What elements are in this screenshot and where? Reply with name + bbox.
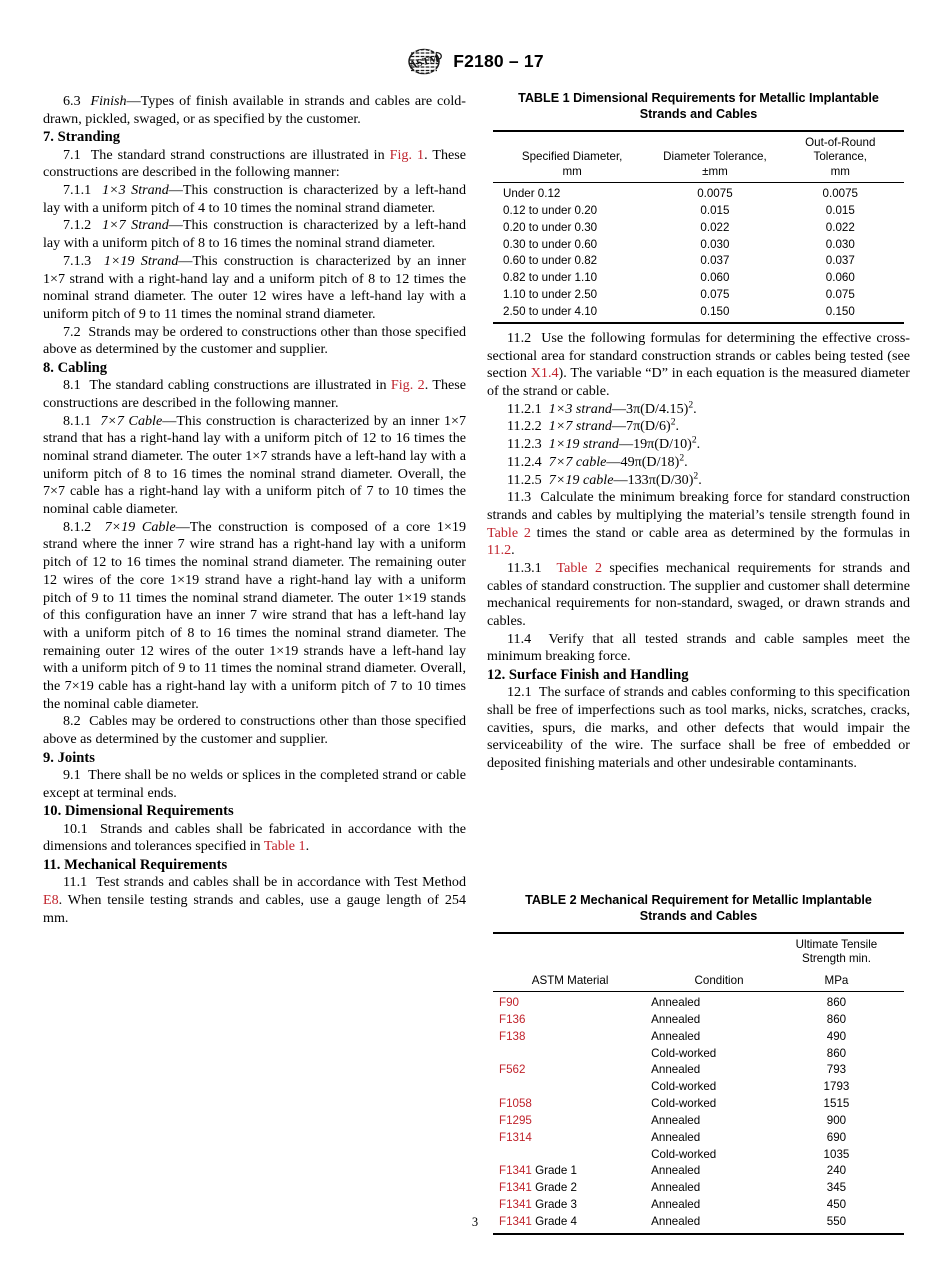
table-1-col1-line1: Diameter Tolerance, (663, 150, 767, 164)
table-row (493, 1061, 904, 1078)
paragraph-8-2 (43, 713, 466, 748)
link-test-method-e8[interactable]: E8 (43, 892, 59, 909)
link-astm-material[interactable]: F1058 (499, 1097, 532, 1111)
link-astm-material[interactable]: F562 (499, 1063, 526, 1077)
table-cell-condition: Annealed (651, 1029, 701, 1043)
table-1-col1-line2: ±mm (702, 164, 728, 178)
table-1-col0-line2: mm (562, 164, 582, 178)
formula-expression: —49π(D/18) (606, 453, 680, 470)
table-row (493, 1129, 904, 1146)
table-cell: 0.20 to under 0.30 (503, 220, 598, 234)
paragraph-11-4 (487, 631, 910, 666)
table-2-block (487, 893, 910, 1235)
clause-body-8-1-a: The standard cabling constructions are illustrated in (89, 377, 391, 394)
link-astm-material[interactable]: F1341 (499, 1164, 532, 1178)
section-heading-9: 9. Joints (43, 749, 95, 766)
formula-term: 1×3 strand (548, 400, 612, 417)
clause-body-8-1-2: —The construction is composed of a core 1×19 strand where the inner 7 wire strand has a right-hand lay with a uniform pitch of 12 to 16 times the nominal strand diameter. The remaining outer 12 wires of the core 1×19 strand have a right-hand lay with a uniform pitch of 9 to 11 times the nominal strand diameter. The outer 1×19 stands of this configuration have an inner 7 wire strand that has a left-hand lay with a uniform pitch of 8 to 16 times the nominal strand diameter. The remaining outer 12 wires of the outer 1×19 strands have a left-hand lay with a uniform pitch of 9 to 11 times the nominal strand diameter. Overall, the 7×19 cable has a right-hand lay with a uniform pitch of 7 to 10 times the nominal cable diameter. (43, 518, 466, 712)
table-1-wrapper (493, 91, 904, 324)
table-row (493, 1146, 904, 1163)
paragraph-7-1-1 (43, 182, 466, 217)
table-row (493, 1196, 904, 1213)
table-2-col2-line2: Strength min. (801, 952, 871, 966)
section-heading-8: 8. Cabling (43, 359, 108, 376)
table-cell-condition: Annealed (651, 1130, 701, 1144)
clause-number-10-1: 10.1 (63, 820, 88, 837)
clause-number-11-4: 11.4 (507, 630, 532, 647)
link-x1-4[interactable]: X1.4 (530, 365, 559, 382)
table-cell: 2.50 to under 4.10 (503, 304, 598, 318)
table-cell: 0.075 (700, 288, 730, 302)
link-fig-1[interactable]: Fig. 1 (389, 146, 425, 163)
clause-body-7-1-a: The standard strand constructions are illustrated in (90, 146, 390, 163)
clause-number-7-1-2: 7.1.2 (63, 217, 92, 234)
formula-clause-number: 11.2.2 (507, 418, 542, 435)
formula-term: 7×7 cable (548, 453, 607, 470)
table-cell: 0.037 (700, 254, 730, 268)
clause-body-12-1: The surface of strands and cables conforming to this specification shall be free of imperfections such as tool marks, nicks, scratches, cracks, cavities, spurs, die marks, and other defects that would impair the serviceability of the wire. The surface shall be free of embedded or deposited finishing materials and other undesirable contaminants. (487, 684, 911, 772)
clause-body-7-1-2: —This construction is characterized by a left-hand lay with a uniform pitch of 8 to 16 times the nominal strand diameter. (43, 217, 467, 252)
table-cell-condition: Cold-worked (651, 1046, 717, 1060)
formula-terminator: . (684, 453, 688, 470)
paragraph-12-1 (487, 684, 910, 772)
table-1 (493, 130, 904, 323)
clause-number-11-3: 11.3 (507, 489, 532, 506)
table-cell-condition: Cold-worked (651, 1147, 717, 1161)
table-cell-condition: Annealed (651, 1063, 701, 1077)
table-cell-condition: Annealed (651, 1113, 701, 1127)
table-2-head (493, 933, 904, 991)
clause-body-8-1-b: . These constructions are described in the following manner. (43, 377, 466, 411)
table-cell: 0.150 (700, 304, 730, 318)
table-cell-material (493, 1146, 649, 1163)
paragraph-10-1 (43, 821, 466, 856)
table-2-col-header-astm-material (493, 933, 649, 991)
formula-clause-number: 11.2.1 (507, 400, 542, 417)
clause-body-11-3-c: . (511, 542, 515, 559)
table-cell-uts: 1035 (823, 1147, 850, 1161)
table-row (493, 1112, 904, 1129)
clause-body-11-2-a: Use the following formulas for determining the effective cross-sectional area for standard construction strands or cables being tested (see section (487, 330, 910, 382)
table-cell-uts: 345 (826, 1181, 847, 1195)
table-1-col-header-out-of-round-tolerance (777, 131, 904, 182)
table-cell-uts: 1793 (823, 1080, 850, 1094)
link-table-2-a[interactable]: Table 2 (487, 524, 531, 541)
formula-terminator: . (696, 436, 701, 453)
clause-number-11-1: 11.1 (63, 874, 88, 891)
clause-number-12-1: 12.1 (507, 684, 532, 701)
material-grade-label: Grade 3 (531, 1198, 577, 1212)
clause-body-10-1-a: Strands and cables shall be fabricated in accordance with the dimensions and tolerances specified in (43, 820, 466, 855)
clause-number-11-2: 11.2 (507, 330, 532, 346)
table-cell-material (493, 1011, 649, 1028)
link-astm-material[interactable]: F136 (499, 1012, 526, 1026)
table-row (493, 252, 904, 269)
table-cell: Under 0.12 (493, 182, 653, 202)
formula-terminator: . (698, 471, 702, 488)
table-2-col1-line1: Condition (694, 973, 744, 987)
table-2-col-header-ultimate-tensile-strength (789, 933, 904, 991)
section-heading-12: 12. Surface Finish and Handling (487, 667, 689, 684)
table-cell-material (493, 991, 649, 1011)
formula-terminator: . (675, 418, 680, 435)
formula-line (487, 436, 910, 454)
clause-body-6-3: —Types of finish available in strands and cables are cold-drawn, pickled, swaged, or as specified by the customer. (43, 93, 466, 127)
table-cell: 0.0075 (653, 182, 776, 202)
section-heading-10: 10. Dimensional Requirements (43, 803, 234, 820)
clause-term-6-3: Finish (90, 93, 127, 109)
table-cell-material (493, 1129, 649, 1146)
clause-body-11-3-b: times the stand or cable area as determined by the formulas in (530, 524, 910, 541)
clause-term-7-1-3: 1×19 Strand (103, 252, 179, 269)
table-1-header-row (493, 131, 904, 182)
paragraph-7-1-2 (43, 217, 466, 252)
table-1-block (487, 91, 910, 324)
formula-term: 7×19 cable (548, 471, 614, 488)
clause-number-11-3-1: 11.3.1 (507, 559, 542, 576)
table-cell-uts: 690 (826, 1130, 847, 1144)
clause-number-7-1: 7.1 (63, 146, 81, 163)
formula-expression: —133π(D/30) (613, 471, 694, 488)
clause-number-8-1-2: 8.1.2 (63, 518, 92, 535)
table-cell-condition: Annealed (651, 1214, 701, 1228)
link-astm-material[interactable]: F1341 (499, 1181, 532, 1195)
section-heading-7: 7. Stranding (43, 129, 121, 146)
formula-clause-number: 11.2.5 (507, 471, 542, 488)
table-1-col-header-diameter-tolerance (653, 131, 776, 182)
table-cell-condition: Annealed (651, 1181, 701, 1195)
link-table-2-b[interactable]: Table 2 (556, 559, 602, 576)
clause-term-7-1-2: 1×7 Strand (102, 217, 169, 234)
paragraph-11-3 (487, 489, 910, 560)
table-cell-material (493, 1061, 649, 1078)
table-cell-material (493, 1196, 649, 1213)
table-2-col0-line1: ASTM Material (531, 973, 609, 987)
clause-number-8-2: 8.2 (63, 713, 81, 730)
table-2 (493, 932, 904, 1233)
table-row (493, 303, 904, 322)
formula-list (487, 401, 910, 489)
astm-logo-icon (406, 48, 444, 75)
formula-term: 1×7 strand (548, 418, 612, 435)
table-cell-material (493, 1078, 649, 1095)
formula-exponent: 2 (688, 399, 694, 411)
table-1-col2-line2: mm (830, 164, 850, 178)
table-2-header-row (493, 933, 904, 991)
svg-text:ASTM: ASTM (408, 53, 441, 72)
table-1-col0-line1: Specified Diameter, (521, 150, 623, 164)
table-cell-uts: 900 (826, 1113, 847, 1127)
formula-exponent: 2 (691, 434, 697, 446)
link-astm-material[interactable]: F1295 (499, 1113, 532, 1127)
table-cell: 0.022 (700, 220, 730, 234)
section-heading-11: 11. Mechanical Requirements (43, 857, 228, 874)
clause-number-7-2: 7.2 (63, 323, 81, 340)
table-cell-material (493, 1112, 649, 1129)
table-1-col-header-specified-diameter (493, 131, 653, 182)
table-cell: 0.015 (700, 203, 730, 217)
clause-term-8-1-1: 7×7 Cable (100, 412, 163, 429)
table-cell-condition: Annealed (651, 1012, 701, 1026)
table-cell-uts: 490 (826, 1029, 847, 1043)
table-cell-uts: 860 (826, 1046, 847, 1060)
link-clause-11-2[interactable]: 11.2 (487, 542, 512, 559)
table-cell: 0.015 (825, 203, 855, 217)
table-row (493, 202, 904, 219)
formula-exponent: 2 (693, 469, 699, 481)
table-2-title: TABLE 2 Mechanical Requirement for Metallic Implantable Strands and Cables (525, 893, 872, 923)
table-cell-uts: 860 (789, 991, 904, 1011)
material-grade-label: Grade 1 (531, 1164, 577, 1178)
table-cell-condition: Cold-worked (651, 1080, 717, 1094)
material-grade-label: Grade 4 (531, 1214, 577, 1228)
table-cell-material (493, 1095, 649, 1112)
table-cell-uts: 550 (826, 1214, 847, 1228)
clause-number-7-1-1: 7.1.1 (63, 182, 92, 199)
table-2-col2-line1: Ultimate Tensile (795, 937, 878, 951)
table-cell-material (493, 1028, 649, 1045)
formula-expression: —19π(D/10) (618, 436, 692, 453)
formula-expression: —7π(D/6) (611, 418, 671, 435)
table-1-bottom-rule (493, 322, 904, 324)
formula-clause-number: 11.2.4 (507, 453, 542, 470)
formula-line (487, 401, 910, 419)
clause-body-11-3-1: specifies mechanical requirements for strands and cables of standard construction. The supplier and customer shall determine mechanical requirements for non-standard, swaged, or drawn strands and cables. (487, 559, 911, 629)
material-grade-label: Grade 2 (531, 1181, 577, 1195)
table-row (493, 286, 904, 303)
table-cell-material (493, 1045, 649, 1062)
table-1-body (493, 182, 904, 322)
link-fig-2[interactable]: Fig. 2 (390, 377, 425, 394)
table-cell-uts: 793 (826, 1063, 847, 1077)
formula-terminator: . (693, 400, 697, 417)
table-1-col2-line1: Out-of-Round Tolerance, (805, 135, 876, 164)
clause-body-10-1-b: . (305, 838, 310, 855)
formula-exponent: 2 (679, 452, 685, 464)
clause-body-11-4: Verify that all tested strands and cable samples meet the minimum breaking force. (487, 630, 911, 665)
link-astm-material[interactable]: F90 (499, 996, 519, 1009)
table-cell-uts: 450 (826, 1198, 847, 1212)
formula-exponent: 2 (670, 416, 676, 428)
clause-body-11-1-b: . When tensile testing strands and cables, use a gauge length of 254 mm. (43, 892, 466, 926)
table-cell: 0.0075 (777, 182, 904, 202)
link-astm-material[interactable]: F1314 (499, 1130, 532, 1144)
link-table-1[interactable]: Table 1 (263, 838, 306, 855)
table-cell: 0.60 to under 0.82 (503, 254, 598, 268)
clause-term-7-1-1: 1×3 Strand (102, 182, 169, 199)
table-cell-uts: 860 (826, 1012, 847, 1026)
table-row (493, 1028, 904, 1045)
paragraph-11-3-1 (487, 560, 910, 631)
table-cell: 0.030 (700, 237, 730, 251)
table-cell-material (493, 1179, 649, 1196)
table-row (493, 236, 904, 253)
table-1-head (493, 131, 904, 182)
table-row (493, 991, 904, 1011)
clause-number-6-3: 6.3 (63, 93, 81, 109)
clause-body-7-2: Strands may be ordered to constructions other than those specified above as determined by the customer and supplier. (43, 323, 466, 358)
clause-body-7-1-b: . These constructions are described in the following manner: (43, 146, 467, 181)
table-cell: 0.030 (825, 237, 855, 251)
table-cell-material (493, 1163, 649, 1180)
page-header (0, 48, 950, 75)
link-astm-material[interactable]: F138 (499, 1029, 526, 1043)
paragraph-7-1-3 (43, 253, 466, 324)
clause-body-8-1-1: —This construction is characterized by an inner 1×7 strand that has a right-hand lay with a uniform pitch of 12 to 16 times the nominal strand diameter. The outer 1×7 strands have a left-hand lay with a uniform pitch of 8 to 16 times the nominal strand diameter. Overall, the 7×7 cable has a right-hand lay with a uniform pitch of 7 to 10 times the nominal cable diameter. (43, 412, 467, 518)
link-astm-material[interactable]: F1341 (499, 1198, 532, 1212)
clause-number-7-1-3: 7.1.3 (63, 252, 92, 269)
table-row (493, 219, 904, 236)
paragraph-11-2 (487, 330, 910, 401)
table-cell: 0.12 to under 0.20 (503, 203, 598, 217)
paragraph-7-1 (43, 147, 466, 182)
table-row (493, 1163, 904, 1180)
table-cell-uts: 1515 (823, 1097, 850, 1111)
clause-body-11-3-a: Calculate the minimum breaking force for standard construction strands and cables by multiplying the material’s tensile strength found in (487, 489, 911, 523)
clause-body-11-1-a: Test strands and cables shall be in accordance with Test Method (96, 874, 466, 891)
paragraph-7-2 (43, 324, 466, 359)
table-cell: 0.30 to under 0.60 (503, 237, 598, 251)
formula-line (487, 418, 910, 436)
clause-body-7-1-1: —This construction is characterized by a left-hand lay with a uniform pitch of 4 to 10 times the nominal strand diameter. (43, 182, 467, 216)
formula-expression: —3π(D/4.15) (611, 400, 689, 417)
clause-number-9-1: 9.1 (63, 767, 81, 783)
clause-body-9-1: There shall be no welds or splices in the completed strand or cable except at terminal ends. (43, 767, 466, 801)
table-cell-condition: Annealed (649, 991, 789, 1011)
table-row (493, 1179, 904, 1196)
paragraph-6-3 (43, 93, 466, 128)
table-cell: 0.150 (825, 304, 855, 318)
table-2-col-header-condition (649, 933, 789, 991)
clause-body-11-2-b: ). The variable “D” in each equation is the measured diameter of the strand or cable. (487, 365, 910, 400)
formula-term: 1×19 strand (548, 436, 619, 453)
document-designation: F2180 – 17 (453, 51, 544, 71)
paragraph-8-1 (43, 377, 466, 412)
table-row (493, 1011, 904, 1028)
table-2-body (493, 991, 904, 1233)
clause-number-8-1-1: 8.1.1 (63, 412, 92, 429)
paragraph-8-1-1 (43, 413, 466, 519)
table-cell: 0.037 (825, 254, 855, 268)
table-cell: 0.060 (825, 271, 855, 285)
paragraph-11-1 (43, 874, 466, 927)
formula-line (487, 469, 910, 490)
link-astm-material[interactable]: F1341 (499, 1214, 532, 1228)
paragraph-8-1-2 (43, 519, 466, 714)
clause-body-7-1-3: —This construction is characterized by an inner 1×7 strand with a right-hand lay and a uniform pitch of 8 to 12 times the nominal strand diameter. The outer 12 wires have a left-hand lay with a uniform pitch of 9 to 11 times the nominal strand diameter. (43, 252, 466, 322)
left-text-column (43, 93, 466, 927)
table-cell-condition: Annealed (651, 1164, 701, 1178)
table-row (493, 1095, 904, 1112)
table-cell: 1.10 to under 2.50 (503, 288, 598, 302)
page-number: 3 (471, 1215, 479, 1229)
table-row (493, 1045, 904, 1062)
table-row (493, 182, 904, 202)
formula-line (487, 454, 910, 472)
table-row (493, 1078, 904, 1095)
table-2-wrapper (493, 893, 904, 1235)
table-cell-condition: Cold-worked (651, 1097, 717, 1111)
formula-clause-number: 11.2.3 (507, 436, 542, 453)
table-cell: 0.022 (825, 220, 855, 234)
clause-number-8-1: 8.1 (63, 377, 81, 394)
clause-body-8-2: Cables may be ordered to constructions other than those specified above as determined by the customer and supplier. (43, 713, 467, 747)
table-cell-condition: Annealed (651, 1198, 701, 1212)
right-text-column (487, 330, 910, 773)
table-2-bottom-rule (493, 1233, 904, 1235)
table-row (493, 269, 904, 286)
table-cell-uts: 240 (826, 1164, 847, 1178)
table-2-col2-unit: MPa (824, 973, 849, 987)
table-1-title: TABLE 1 Dimensional Requirements for Metallic Implantable Strands and Cables (518, 91, 879, 121)
table-cell: 0.075 (825, 288, 855, 302)
clause-term-8-1-2: 7×19 Cable (104, 518, 176, 535)
table-cell: 0.060 (700, 271, 730, 285)
paragraph-9-1 (43, 767, 466, 802)
table-cell: 0.82 to under 1.10 (503, 271, 598, 285)
